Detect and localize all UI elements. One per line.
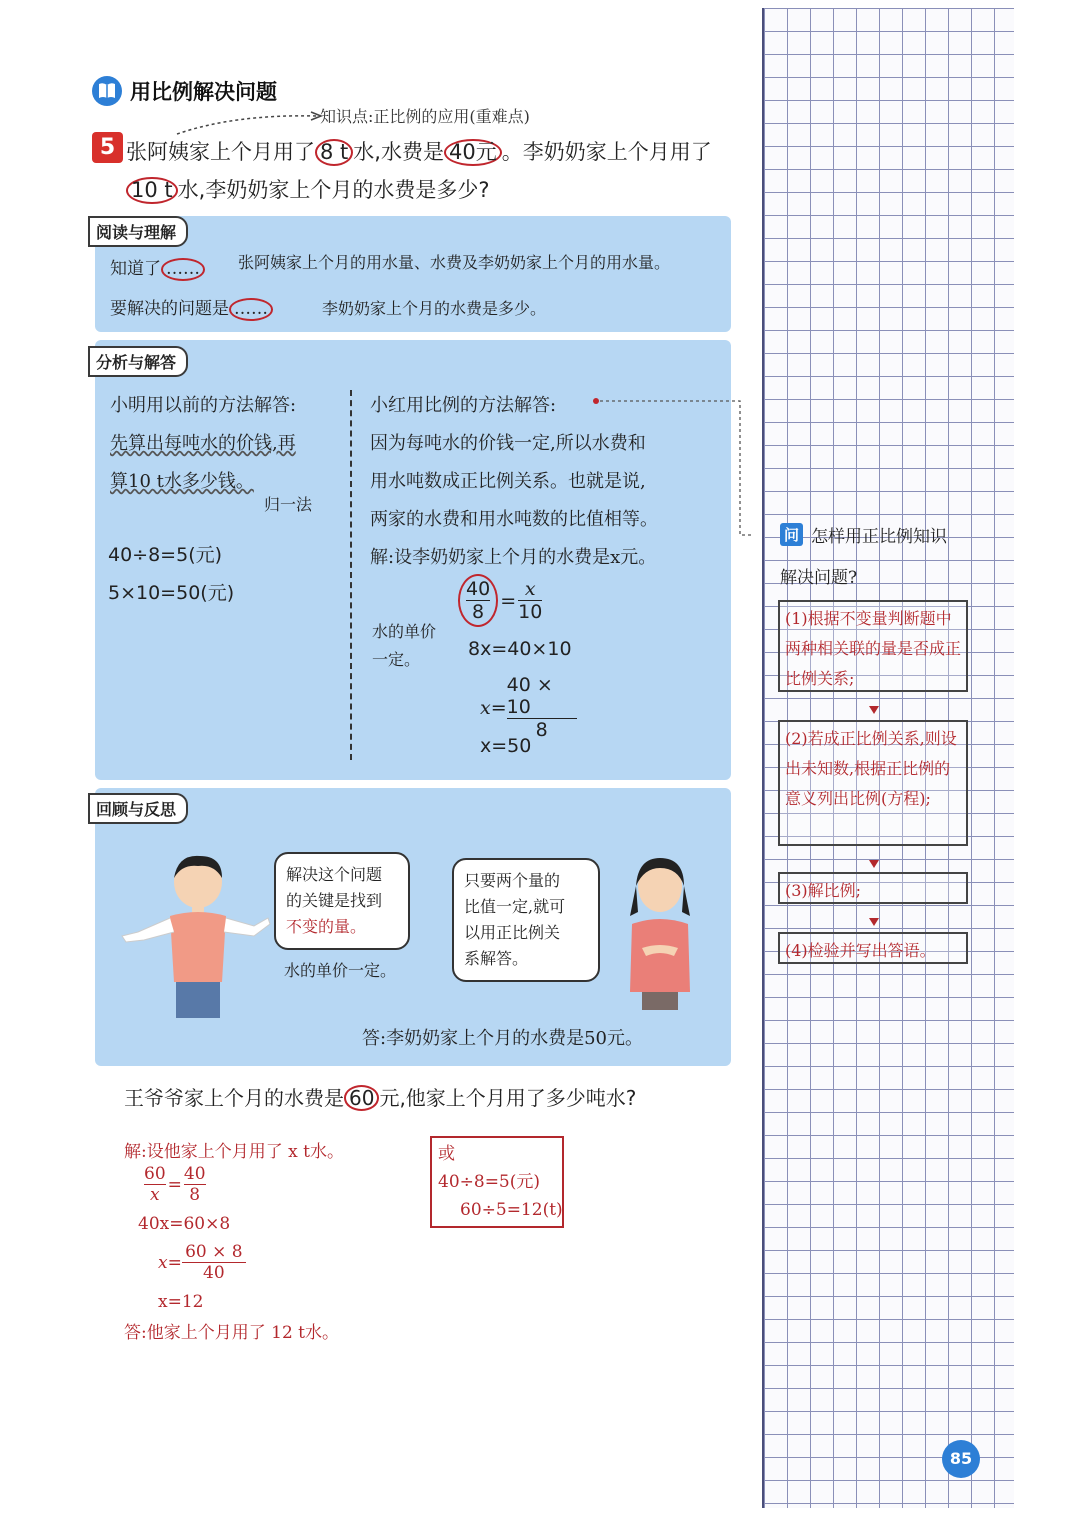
- exercise-frac2-den: 8: [189, 1185, 201, 1205]
- problem-line2: 水,李奶奶家上个月的水费是多少?: [177, 178, 490, 202]
- section-title-text: 用比例解决问题: [130, 80, 277, 104]
- boy-bubble-line3: 不变的量。: [286, 917, 367, 936]
- water-fee-1: 40元: [444, 139, 502, 166]
- problem-number-badge: 5: [92, 132, 123, 163]
- exercise-fee: 60: [344, 1085, 379, 1111]
- exercise-step3: 40x=60×8: [138, 1214, 231, 1234]
- exercise-question: [124, 1082, 636, 1111]
- review-tag: 回顾与反思: [88, 793, 188, 824]
- alt-line1: 或 40÷8=5(元): [438, 1144, 541, 1192]
- divider-line: [350, 390, 352, 760]
- problem-text: [126, 133, 746, 171]
- right-method-title: 小红用比例的方法解答:: [370, 395, 557, 416]
- problem-line1-b: 水,水费是: [353, 140, 444, 164]
- exercise-q-b: 元,他家上个月用了多少吨水?: [379, 1086, 637, 1110]
- alt-line2: 60÷5=12(t): [460, 1200, 563, 1220]
- fraction-den: 8: [472, 601, 485, 623]
- page-number: 85: [942, 1440, 980, 1478]
- boy-note: 水的单价一定。: [284, 961, 397, 980]
- exercise-frac1-den: x: [150, 1185, 160, 1205]
- proportion: $\frac{40}{8}$ = $\frac{x}{10}$: [458, 574, 542, 627]
- known-label: 知道了: [110, 259, 161, 279]
- water-amount-1: 8 t: [315, 139, 353, 166]
- exercise-step4-den: 40: [203, 1263, 225, 1283]
- side-note-1: 水的单价: [372, 622, 437, 641]
- exercise-frac1-num: 60: [144, 1164, 166, 1184]
- right-method-line3: 两家的水费和用水吨数的比值相等。: [370, 509, 658, 530]
- exercise-frac2-num: 40: [183, 1164, 206, 1184]
- step-arrow-3: [869, 918, 879, 926]
- fraction-x-10: [518, 578, 542, 623]
- right-method-line1: 因为每吨水的价钱一定,所以水费和: [370, 433, 646, 454]
- right-eq-b-den: 8: [535, 719, 548, 741]
- right-eq-b-num: 40 × 10: [506, 674, 553, 718]
- exercise-q-a: 王爷爷家上个月的水费是: [124, 1086, 344, 1110]
- step-box-4: (4)检验并写出答语。: [778, 932, 968, 964]
- girl-bubble-line3: 以用正比例关: [464, 923, 561, 942]
- ask-hint: 李奶奶家上个月的水费是多少。: [322, 299, 547, 318]
- sidebar-question-text2: 解决问题?: [780, 568, 858, 588]
- right-method-line2: 用水吨数成正比例关系。也就是说,: [370, 471, 646, 492]
- right-eq-b-frac: [507, 674, 577, 741]
- alternative-solution-box: [430, 1136, 564, 1228]
- known-line: [110, 254, 205, 281]
- exercise-step5: x=12: [158, 1292, 204, 1312]
- step-arrow-2: [869, 860, 879, 868]
- fraction-40-8: [458, 574, 498, 627]
- exercise-proportion: $\frac{60}{x}$ = $\frac{40}{8}$: [144, 1164, 206, 1205]
- water-amount-2: 10 t: [126, 177, 178, 204]
- problem-line1-a: 张阿姨家上个月用了: [126, 140, 315, 164]
- step-box-2: (2)若成正比例关系,则设出未知数,根据正比例的意义列出比例(方程);: [778, 720, 968, 846]
- exercise-step4-frac: [182, 1242, 246, 1283]
- section-title: [92, 76, 277, 106]
- knowledge-point-note: 知识点:正比例的应用(重难点): [320, 107, 530, 126]
- book-icon: [92, 76, 122, 106]
- problem-line1-c: 。李奶奶家上个月用了: [501, 140, 712, 164]
- left-eq1: 40÷8=5(元): [108, 544, 223, 566]
- ask-line: [110, 294, 273, 321]
- exercise-step4-num: 60 × 8: [185, 1242, 243, 1262]
- fraction-x-den: 10: [518, 601, 543, 623]
- ask-dots: ……: [229, 298, 273, 321]
- known-hint: 张阿姨家上个月的用水量、水费及李奶奶家上个月的用水量。: [238, 253, 671, 272]
- connector-arrow: [592, 395, 752, 545]
- girl-speech-bubble: [452, 858, 600, 982]
- left-equations: [108, 536, 234, 612]
- exercise-frac1: [144, 1164, 166, 1205]
- left-eq2: 5×10=50(元): [108, 582, 235, 604]
- analyze-tag: 分析与解答: [88, 346, 188, 377]
- left-method: [110, 387, 296, 501]
- right-eq-a: 8x=40×10: [468, 638, 572, 660]
- problem-text-line2: [126, 171, 489, 209]
- right-method-line4: 解:设李奶奶家上个月的水费是x元。: [370, 547, 657, 568]
- exercise-step4-pre: x=: [158, 1252, 182, 1273]
- girl-bubble-line2: 比值一定,就可: [464, 897, 566, 916]
- boy-bubble-line2: 的关键是找到: [286, 891, 383, 910]
- side-note-2: 一定。: [372, 650, 421, 669]
- exercise-step4: [158, 1242, 246, 1283]
- fraction-x-num: x: [524, 578, 536, 600]
- question-icon: 问: [780, 523, 803, 546]
- fraction-num: 40: [466, 578, 491, 600]
- review-answer: 答:李奶奶家上个月的水费是50元。: [362, 1028, 643, 1049]
- left-method-line2: 算10 t水多少钱。: [110, 471, 254, 492]
- read-tag: 阅读与理解: [88, 216, 188, 247]
- boy-illustration: [118, 852, 273, 1022]
- step-box-3: (3)解比例;: [778, 872, 968, 904]
- left-method-title: 小明用以前的方法解答:: [110, 395, 297, 416]
- step-box-1: (1)根据不变量判断题中两种相关联的量是否成正比例关系;: [778, 600, 968, 692]
- girl-illustration: [612, 852, 712, 1012]
- side-note: [372, 618, 436, 674]
- right-eq-c: x=50: [480, 735, 532, 757]
- girl-bubble-line4: 系解答。: [464, 949, 529, 968]
- boy-bubble-line1: 解决这个问题: [286, 865, 383, 884]
- known-dots: ……: [161, 258, 205, 281]
- sidebar-question: [780, 522, 947, 547]
- girl-bubble-line1: 只要两个量的: [464, 871, 561, 890]
- exercise-step1: 解:设他家上个月用了 x t水。: [124, 1142, 344, 1162]
- sidebar-question-text1: 怎样用正比例知识: [811, 527, 948, 547]
- step-arrow-1: [869, 706, 879, 714]
- exercise-frac2: [184, 1164, 206, 1205]
- boy-speech-bubble: [274, 852, 410, 950]
- exercise-answer: 答:他家上个月用了 12 t水。: [124, 1323, 339, 1343]
- right-eq-b-pre: x=: [480, 696, 507, 719]
- method-label: 归一法: [264, 495, 313, 514]
- left-method-line1: 先算出每吨水的价钱,再: [110, 433, 296, 454]
- right-eq-b: [480, 674, 577, 741]
- ask-label: 要解决的问题是: [110, 299, 229, 319]
